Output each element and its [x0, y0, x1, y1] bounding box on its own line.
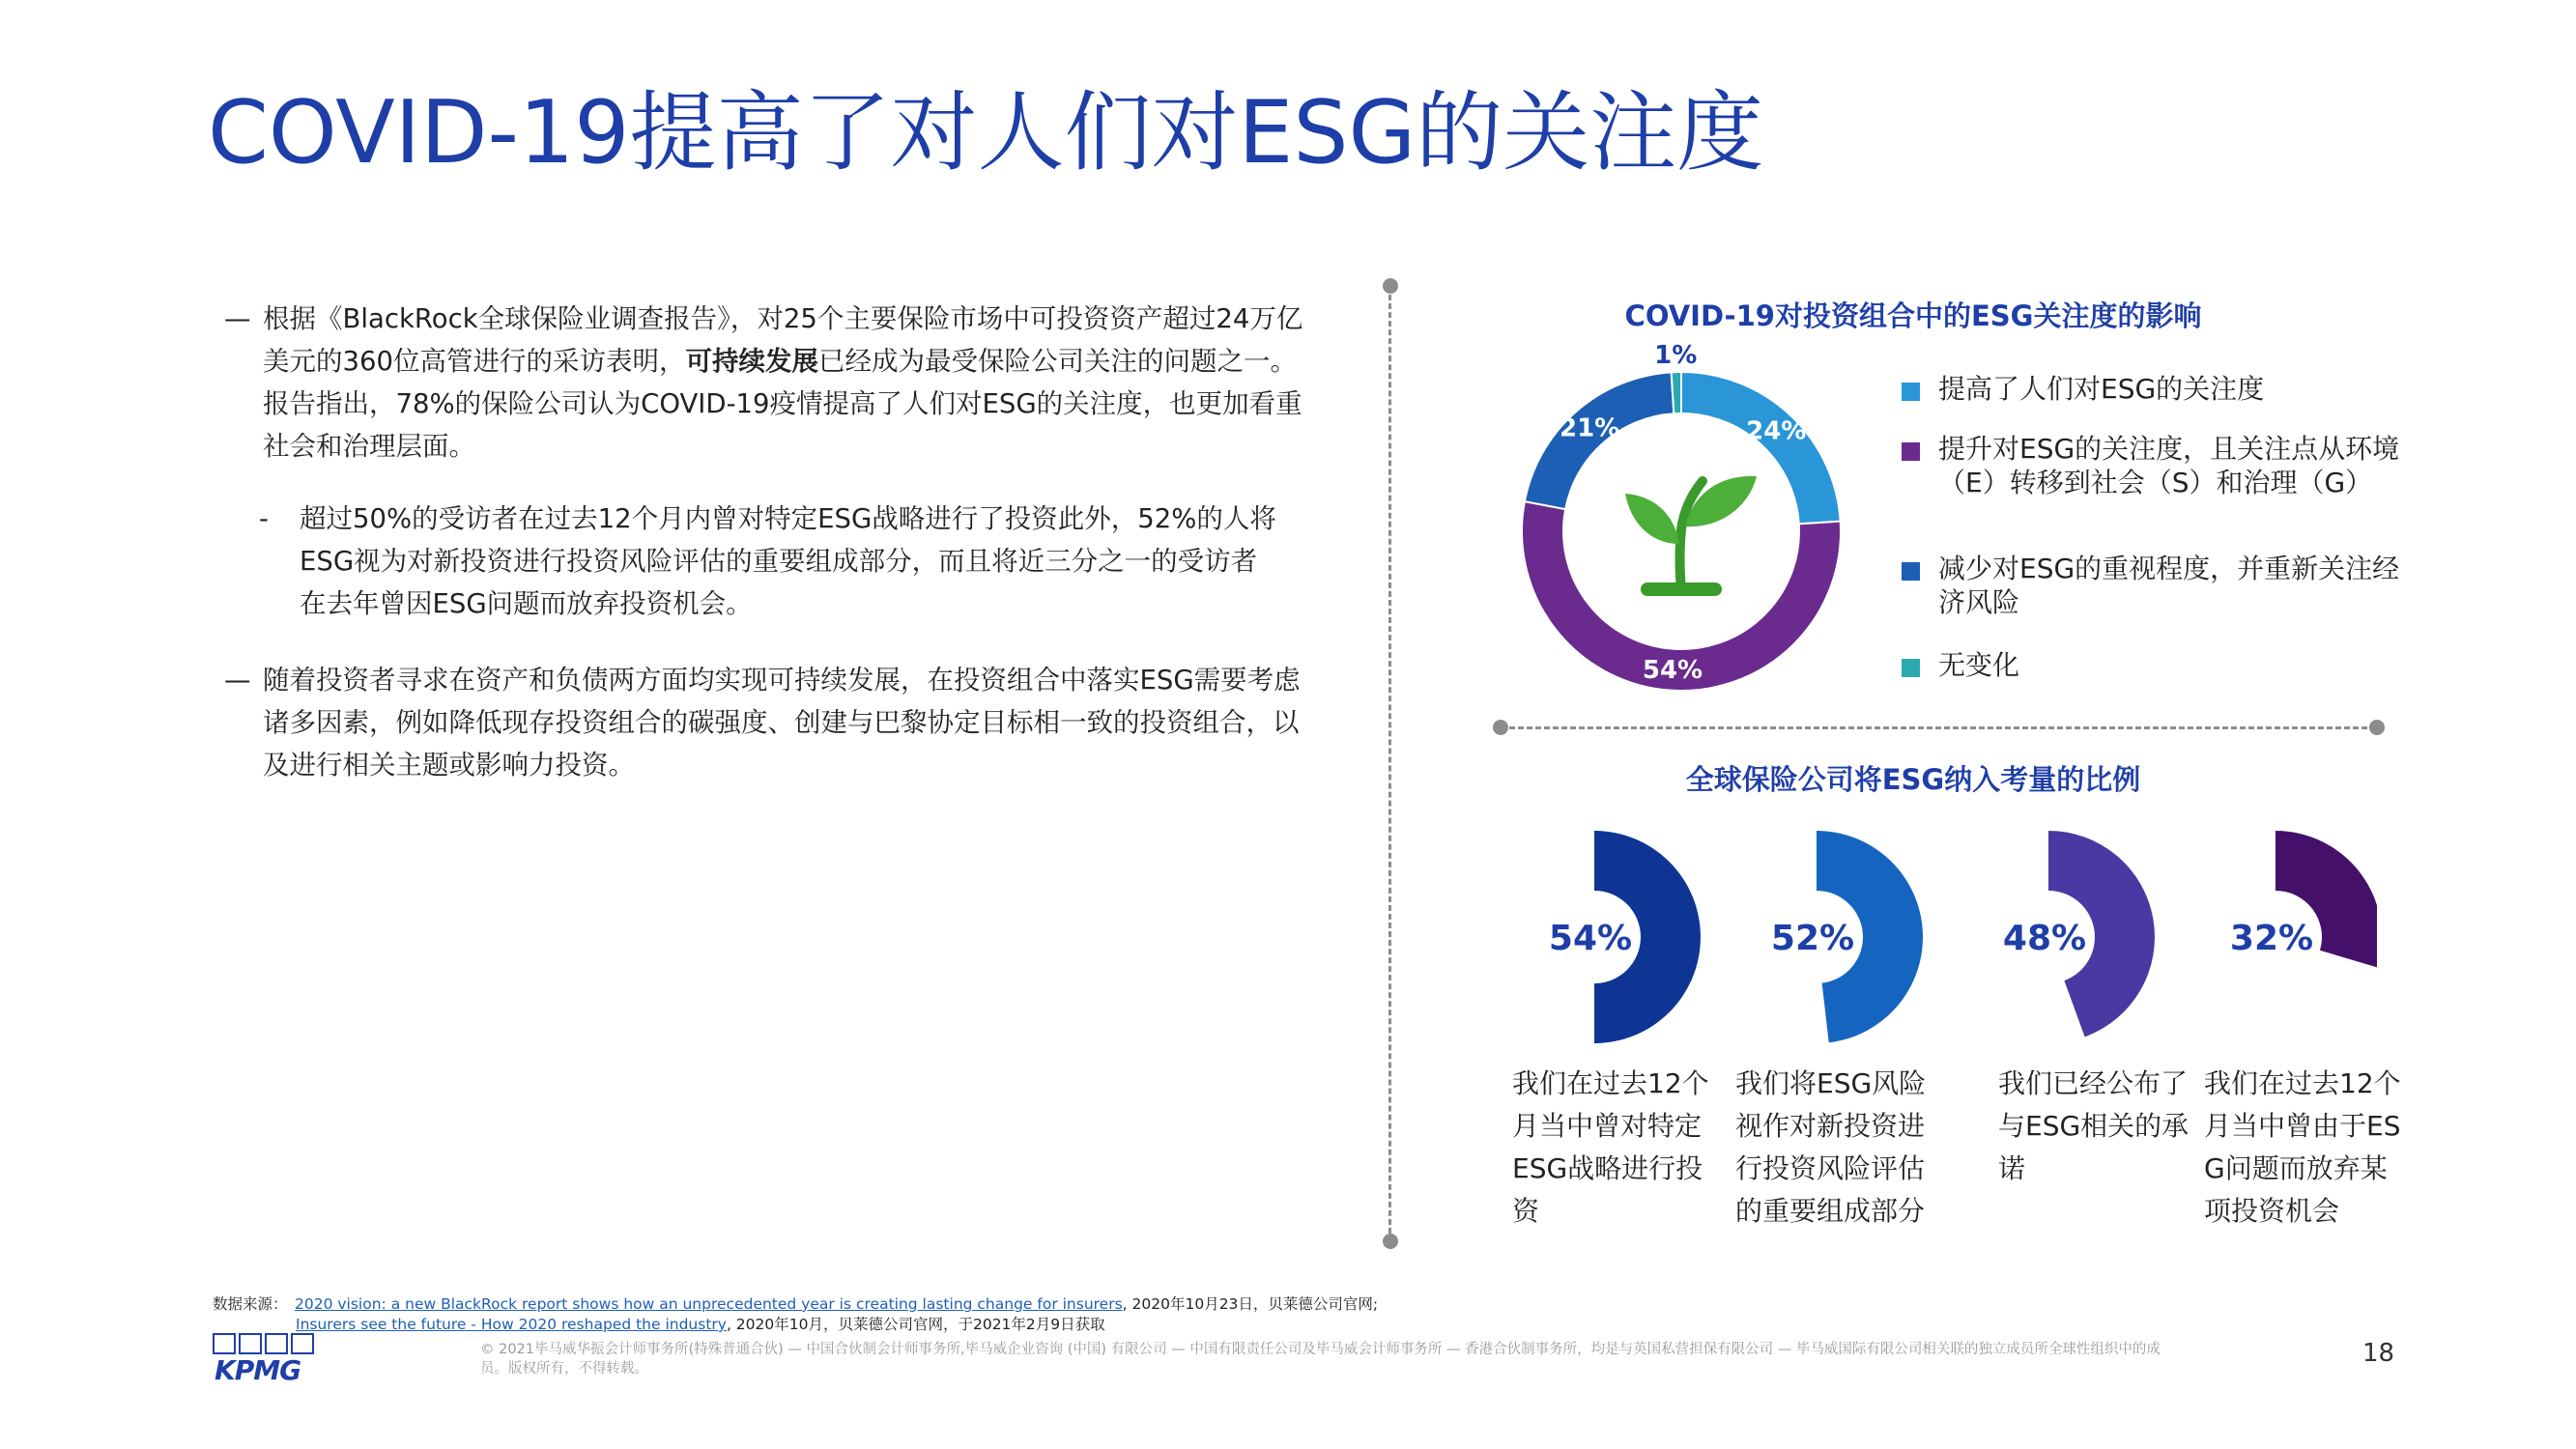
donut-slice-label: 21% — [1559, 413, 1620, 443]
legend-swatch — [1902, 562, 1920, 581]
ratio-caption-2: 我们将ESG风险视作对新投资进行投资风险评估的重要组成部分 — [1735, 1067, 1927, 1227]
ratio-caption-3: 我们已经公布了与ESG相关的承诺 — [1998, 1067, 2190, 1184]
vertical-divider — [1388, 286, 1391, 1242]
em-dash-marker: — — [224, 665, 251, 696]
logo-box — [265, 1333, 288, 1354]
legend-item — [1902, 552, 2402, 619]
plant-sprout-icon — [1625, 476, 1757, 596]
page-number: 18 — [2362, 1339, 2395, 1368]
legend-item — [1902, 648, 2402, 682]
ratio-value-label: 32% — [2229, 919, 2314, 958]
ratio-caption-1: 我们在过去12个月当中曾对特定ESG战略进行投资 — [1512, 1067, 1709, 1227]
donut-slice-label: 54% — [1642, 656, 1703, 686]
ratio-caption-4: 我们在过去12个月当中曾由于ESG问题而放弃某项投资机会 — [2204, 1067, 2401, 1227]
logo-box — [291, 1333, 314, 1354]
divider-dot — [1493, 720, 1508, 735]
text-part: 根据《BlackRock全球保险业调查报告》，对25个主要保险市场中可投资资产超过24万亿美元的360位高管进行的采访表明， — [263, 303, 1303, 377]
paragraph-text — [263, 298, 1306, 468]
source-label: 数据来源： — [213, 1295, 288, 1313]
legend-swatch — [1902, 383, 1920, 401]
copyright-notice: © 2021毕马威华振会计师事务所(特殊普通合伙) — 中国合伙制会计师事务所,毕马威企业咨询 (中国) 有限公司 — 中国有限责任公司及毕马威会计师事务所 — 香港合伙制事务所，均是与英国私营担保有限公司 — 毕马威国际有限公司相关联的独立成员所全球性组织中的成员。版权所有，不得转载。 — [480, 1342, 2161, 1377]
ratio-value-label: 48% — [2002, 919, 2087, 958]
source-tail-1: , 2020年10月23日，贝莱德公司官网; — [1122, 1295, 1379, 1313]
divider-dot — [1383, 278, 1398, 294]
logo-box — [239, 1333, 262, 1354]
logo-box — [213, 1333, 236, 1354]
paragraph-text: 超过50%的受访者在过去12个月内曾对特定ESG战略进行了投资此外，52%的人将ESG视为对新投资进行投资风险评估的重要组成部分，而且将近三分之一的受访者在去年曾因ESG问题而放弃投资机会。 — [300, 503, 1276, 619]
source-notes — [213, 1294, 1662, 1335]
ratio-chart — [1488, 821, 2377, 1053]
slide-title: COVID-19提高了对人们对ESG的关注度 — [208, 82, 1764, 184]
donut-slice-label: 24% — [1746, 416, 1807, 446]
ratio-chart-title: 全球保险公司将ESG纳入考量的比例 — [1685, 763, 2141, 796]
bullet-paragraph-1 — [224, 298, 1306, 468]
legend-swatch — [1902, 442, 1920, 461]
bold-keyword: 可持续发展 — [685, 346, 818, 377]
horizontal-divider — [1501, 726, 2376, 729]
em-dash-marker: — — [224, 303, 251, 334]
paragraph-text: 随着投资者寻求在资产和负债两方面均实现可持续发展，在投资组合中落实ESG需要考虑诸多因素，例如降低现存投资组合的碳强度、创建与巴黎协定目标相一致的投资组合，以及进行相关主题或影响力投资。 — [263, 665, 1301, 781]
bullet-paragraph-2 — [224, 659, 1316, 786]
kpmg-logo — [213, 1333, 321, 1386]
sub-bullet-paragraph — [259, 497, 1283, 625]
source-link-2[interactable]: Insurers see the future - How 2020 reshaped the industry — [296, 1316, 727, 1333]
legend-item — [1902, 432, 2402, 499]
source-link-1[interactable]: 2020 vision: a new BlackRock report shows how an unprecedented year is creating lasting change for insurers — [295, 1295, 1123, 1313]
ratio-value-label: 54% — [1548, 919, 1633, 958]
legend-label: 提高了人们对ESG的关注度 — [1938, 373, 2265, 405]
legend-swatch — [1902, 659, 1920, 677]
donut-chart — [1498, 338, 1865, 705]
divider-dot — [1383, 1234, 1398, 1249]
legend-label: 减少对ESG的重视程度，并重新关注经济风险 — [1938, 553, 2400, 618]
donut-slice-label: 1% — [1654, 341, 1698, 371]
legend-item — [1902, 372, 2402, 406]
divider-dot — [2369, 720, 2385, 735]
legend-label: 提升对ESG的关注度，且关注点从环境（E）转移到社会（S）和治理（G） — [1938, 433, 2400, 498]
donut-slice — [1672, 372, 1681, 413]
donut-chart-title: COVID-19对投资组合中的ESG关注度的影响 — [1624, 299, 2202, 332]
source-tail-2: , 2020年10月，贝莱德公司官网，于2021年2月9日获取 — [726, 1316, 1105, 1333]
text-part: 已经成为最受保险公司关注的问题之一。报告指出，78%的保险公司认为COVID-19疫情提高了人们对ESG的关注度，也更加看重社会和治理层面。 — [263, 346, 1302, 462]
ratio-value-label: 52% — [1770, 919, 1855, 958]
hyphen-marker: - — [259, 503, 269, 534]
logo-wordmark: KPMG — [215, 1354, 301, 1386]
legend-label: 无变化 — [1938, 649, 2020, 681]
